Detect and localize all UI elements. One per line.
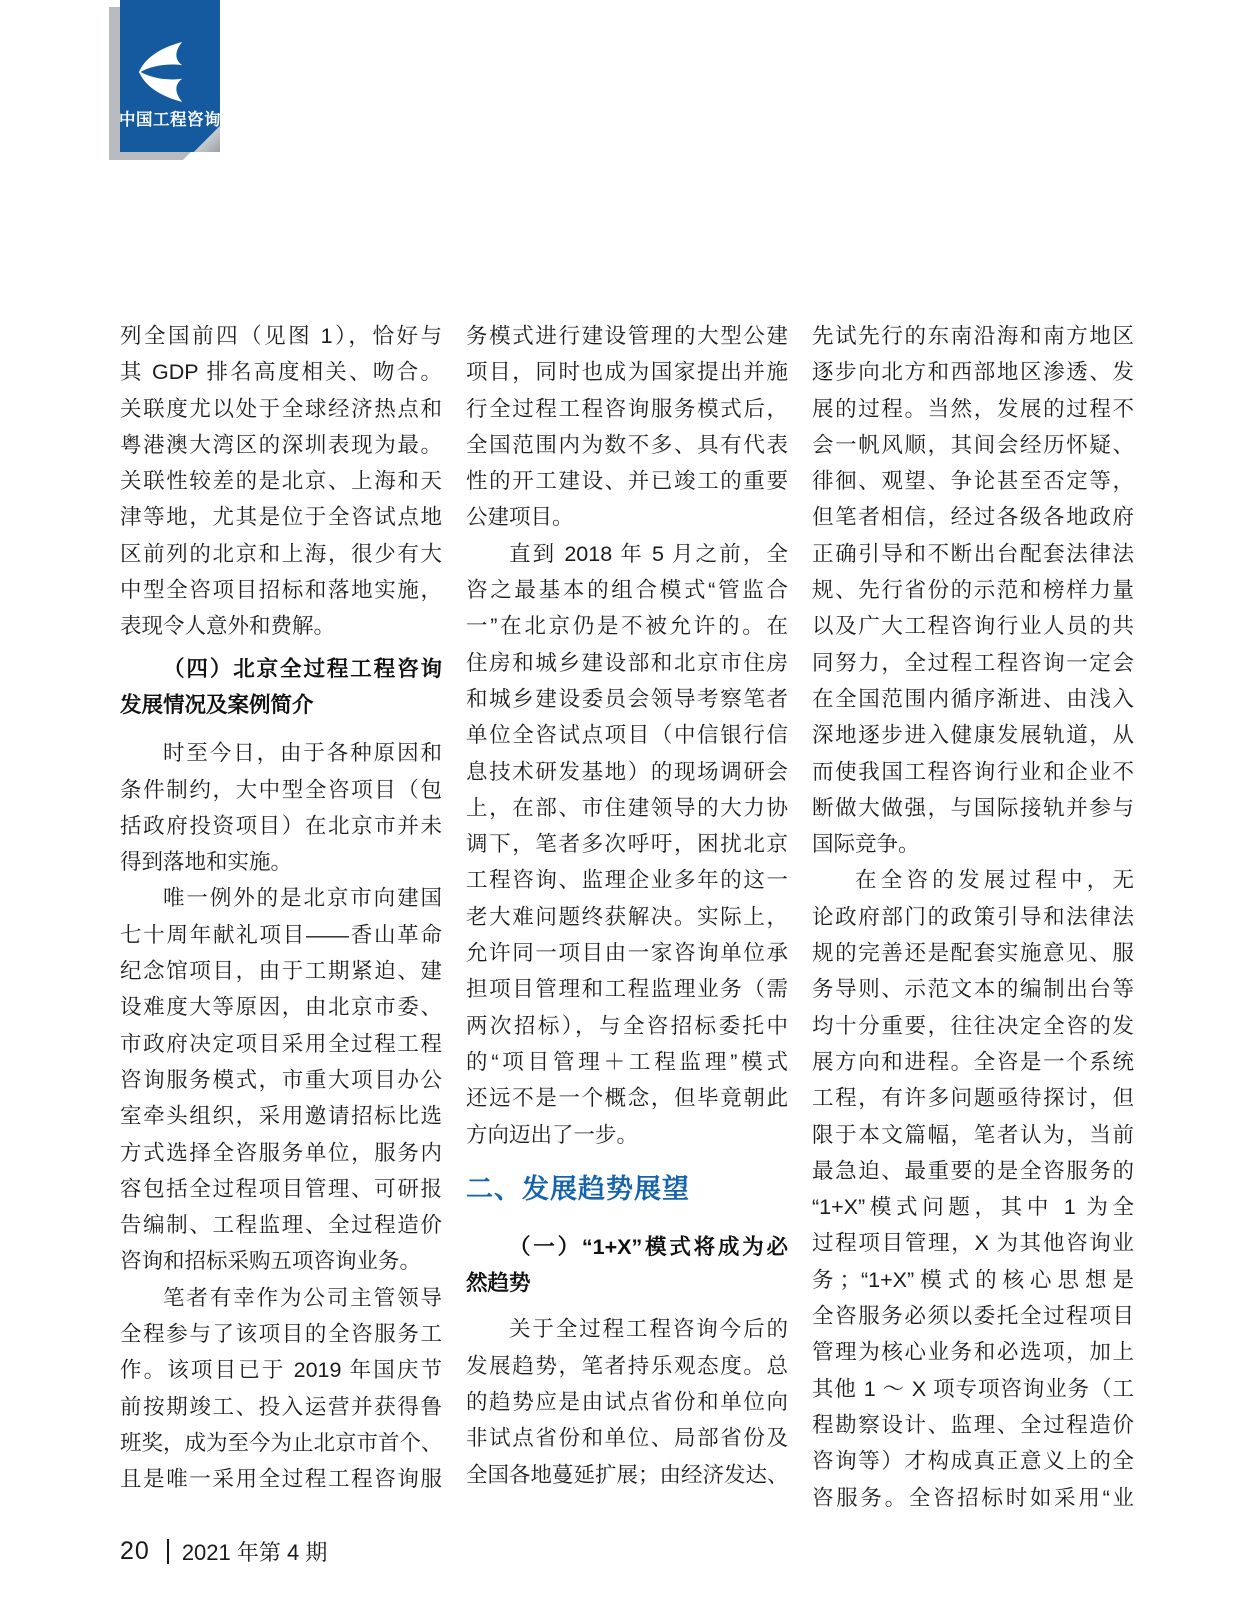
text-line: 咨询服务模式，市重大项目办公 bbox=[120, 1067, 442, 1092]
text-line: 且是唯一采用全过程工程咨询服 bbox=[120, 1467, 442, 1492]
text-line: “1+X”模式问题，其中 1 为全 bbox=[812, 1195, 1134, 1220]
text-line: 工程，有许多问题亟待探讨，但 bbox=[812, 1086, 1134, 1111]
text-line: 时至今日，由于各种原因和 bbox=[163, 741, 442, 766]
paragraph bbox=[812, 862, 1134, 1515]
text-line: 一”在北京仍是不被允许的。在 bbox=[466, 614, 788, 639]
text-line: 前按期竣工、投入运营并获得鲁 bbox=[120, 1394, 442, 1419]
text-line: 公建项目。 bbox=[466, 505, 574, 530]
text-line: 关联性较差的是北京、上海和天 bbox=[120, 469, 442, 494]
text-line: 上，在部、市住建领导的大力协 bbox=[466, 795, 788, 820]
text-line: 条件制约，大中型全咨项目（包 bbox=[120, 777, 442, 802]
page-footer bbox=[120, 1536, 327, 1567]
text-line: 逐步向北方和西部地区渗透、发 bbox=[812, 360, 1134, 385]
text-line: 断做大做强，与国际接轨并参与 bbox=[812, 795, 1134, 820]
text-line: 括政府投资项目）在北京市并未 bbox=[120, 813, 442, 838]
text-line: 七十周年献礼项目——香山革命 bbox=[120, 922, 442, 947]
text-line: 程勘察设计、监理、全过程造价 bbox=[812, 1412, 1134, 1437]
text-line: 非试点省份和单位、局部省份及 bbox=[466, 1426, 788, 1451]
text-line: 以及广大工程咨询行业人员的共 bbox=[812, 614, 1134, 639]
text-line: 性的开工建设、并已竣工的重要 bbox=[466, 469, 788, 494]
text-line: 先试先行的东南沿海和南方地区 bbox=[812, 324, 1134, 348]
text-line: 粤港澳大湾区的深圳表现为最。 bbox=[120, 432, 442, 457]
chapter-heading bbox=[466, 1165, 788, 1213]
text-line: 在全国范围内循序渐进、由浅入 bbox=[812, 686, 1134, 711]
text-line: 全国范围内为数不多、具有代表 bbox=[466, 432, 788, 457]
text-line: 告编制、工程监理、全过程造价 bbox=[120, 1213, 442, 1238]
paragraph bbox=[466, 1311, 788, 1492]
text-line: 住房和城乡建设部和北京市住房 bbox=[466, 650, 788, 675]
text-line: 两次招标），与全咨招标委托中 bbox=[466, 1013, 788, 1038]
paragraph bbox=[120, 318, 442, 645]
paragraph bbox=[120, 735, 442, 880]
text-line: 国际竞争。 bbox=[812, 832, 920, 857]
text-line: 咨询和招标采购五项咨询业务。 bbox=[120, 1249, 422, 1274]
article-columns bbox=[120, 318, 1134, 1516]
text-line: 二、发展趋势展望 bbox=[466, 1173, 690, 1204]
text-line: 关联度尤以处于全球经济热点和 bbox=[120, 396, 442, 421]
text-line: 区前列的北京和上海，很少有大 bbox=[120, 541, 442, 566]
text-line: 均十分重要，往往决定全咨的发 bbox=[812, 1013, 1134, 1038]
text-line: 纪念馆项目，由于工期紧迫、建 bbox=[120, 959, 442, 984]
double-swoosh-icon bbox=[132, 38, 190, 106]
text-line: 务导则、示范文本的编制出台等 bbox=[812, 977, 1134, 1002]
text-line: 表现令人意外和费解。 bbox=[120, 614, 336, 639]
text-line: 关于全过程工程咨询今后的 bbox=[509, 1317, 788, 1342]
text-line: 务；“1+X”模式的核心思想是 bbox=[812, 1267, 1134, 1292]
paragraph bbox=[120, 880, 442, 1279]
text-line: 调下，笔者多次呼吁，困扰北京 bbox=[466, 832, 788, 857]
text-line: （四）北京全过程工程咨询 bbox=[163, 656, 442, 681]
text-line: 而使我国工程咨询行业和企业不 bbox=[812, 759, 1134, 784]
text-line: 正确引导和不断出台配套法律法 bbox=[812, 541, 1134, 566]
text-line: 过程项目管理，X 为其他咨询业 bbox=[812, 1231, 1134, 1256]
text-line: 容包括全过程项目管理、可研报 bbox=[120, 1176, 442, 1201]
text-line: 作。该项目已于 2019 年国庆节 bbox=[120, 1358, 442, 1383]
text-line: 务模式进行建设管理的大型公建 bbox=[466, 324, 788, 348]
text-line: 论政府部门的政策引导和法律法 bbox=[812, 904, 1134, 929]
text-line: 直到 2018 年 5 月之前，全 bbox=[509, 541, 788, 566]
text-column-1 bbox=[120, 318, 442, 1516]
text-line: 息技术研发基地）的现场调研会 bbox=[466, 759, 788, 784]
text-line: 班奖，成为至今为止北京市首个、 bbox=[120, 1430, 443, 1455]
text-line: 和城乡建设委员会领导考察笔者 bbox=[466, 686, 788, 711]
text-line: 项目，同时也成为国家提出并施 bbox=[466, 360, 788, 385]
paragraph bbox=[812, 318, 1134, 862]
text-line: 发展趋势，笔者持乐观态度。总 bbox=[466, 1353, 788, 1378]
section-heading bbox=[120, 651, 442, 724]
subsection-heading bbox=[466, 1229, 788, 1302]
text-line: 的趋势应是由试点省份和单位向 bbox=[466, 1390, 788, 1415]
text-line: 咨服务。全咨招标时如采用“业 bbox=[812, 1485, 1134, 1510]
text-line: 的“项目管理＋工程监理”模式 bbox=[466, 1049, 788, 1074]
text-line: 市政府决定项目采用全过程工程 bbox=[120, 1031, 442, 1056]
text-line: 其他 1 ～ X 项专项咨询业务（工 bbox=[812, 1376, 1134, 1401]
text-line: 还远不是一个概念，但毕竟朝此 bbox=[466, 1086, 788, 1111]
text-line: 咨询等）才构成真正意义上的全 bbox=[812, 1449, 1134, 1474]
text-column-3 bbox=[812, 318, 1134, 1516]
paragraph bbox=[466, 536, 788, 1153]
paragraph bbox=[120, 1280, 442, 1498]
text-line: 唯一例外的是北京市向建国 bbox=[163, 886, 442, 911]
text-line: 管理为核心业务和必选项，加上 bbox=[812, 1340, 1134, 1365]
text-line: 展的过程。当然，发展的过程不 bbox=[812, 396, 1134, 421]
text-line: 笔者有幸作为公司主管领导 bbox=[163, 1285, 442, 1310]
text-line: 会一帆风顺，其间会经历怀疑、 bbox=[812, 432, 1134, 457]
text-line: 全程参与了该项目的全咨服务工 bbox=[120, 1322, 442, 1347]
text-line: 咨之最基本的组合模式“管监合 bbox=[466, 578, 788, 603]
text-line: 限于本文篇幅，笔者认为，当前 bbox=[812, 1122, 1134, 1147]
text-line: 深地逐步进入健康发展轨道，从 bbox=[812, 723, 1134, 748]
text-column-2 bbox=[466, 318, 788, 1516]
text-line: 展方向和进程。全咨是一个系统 bbox=[812, 1049, 1134, 1074]
text-line: 全咨服务必须以委托全过程项目 bbox=[812, 1304, 1134, 1329]
text-line: 中型全咨项目招标和落地实施， bbox=[120, 578, 442, 603]
footer-separator bbox=[167, 1539, 169, 1564]
text-line: （一）“1+X”模式将成为必 bbox=[509, 1234, 788, 1259]
text-line: 担项目管理和工程监理业务（需 bbox=[466, 977, 788, 1002]
text-line: 室牵头组织，采用邀请招标比选 bbox=[120, 1104, 442, 1129]
text-line: 最急迫、最重要的是全咨服务的 bbox=[812, 1158, 1134, 1183]
text-line: 设难度大等原因，由北京市委、 bbox=[120, 995, 442, 1020]
text-line: 工程咨询、监理企业多年的这一 bbox=[466, 868, 788, 893]
text-line: 在全咨的发展过程中，无 bbox=[855, 868, 1134, 893]
text-line: 方向迈出了一步。 bbox=[466, 1122, 639, 1147]
text-line: 徘徊、观望、争论甚至否定等， bbox=[812, 469, 1134, 494]
text-line: 方式选择全咨服务单位，服务内 bbox=[120, 1140, 442, 1165]
issue-label: 2021 年第 4 期 bbox=[181, 1540, 328, 1565]
text-line: 单位全咨试点项目（中信银行信 bbox=[466, 723, 788, 748]
text-line: 全国各地蔓延扩展；由经济发达、 bbox=[466, 1462, 789, 1487]
paragraph bbox=[466, 318, 788, 536]
text-line: 行全过程工程咨询服务模式后， bbox=[466, 396, 788, 421]
text-line: 发展情况及案例简介 bbox=[120, 692, 314, 717]
text-line: 老大难问题终获解决。实际上， bbox=[466, 904, 788, 929]
text-line: 津等地，尤其是位于全咨试点地 bbox=[120, 505, 442, 530]
text-line: 同努力，全过程工程咨询一定会 bbox=[812, 650, 1134, 675]
text-line: 规的完善还是配套实施意见、服 bbox=[812, 941, 1134, 966]
text-line: 但笔者相信，经过各级各地政府 bbox=[812, 505, 1134, 530]
page-number: 20 bbox=[120, 1537, 150, 1565]
text-line: 然趋势 bbox=[466, 1271, 531, 1296]
text-line: 列全国前四（见图 1），恰好与 bbox=[120, 324, 442, 348]
logo-text: 中国工程咨询 bbox=[119, 111, 221, 129]
text-line: 允许同一项目由一家咨询单位承 bbox=[466, 941, 788, 966]
text-line: 其 GDP 排名高度相关、吻合。 bbox=[120, 360, 442, 385]
text-line: 得到落地和实施。 bbox=[120, 850, 293, 875]
text-line: 规、先行省份的示范和榜样力量 bbox=[812, 578, 1134, 603]
